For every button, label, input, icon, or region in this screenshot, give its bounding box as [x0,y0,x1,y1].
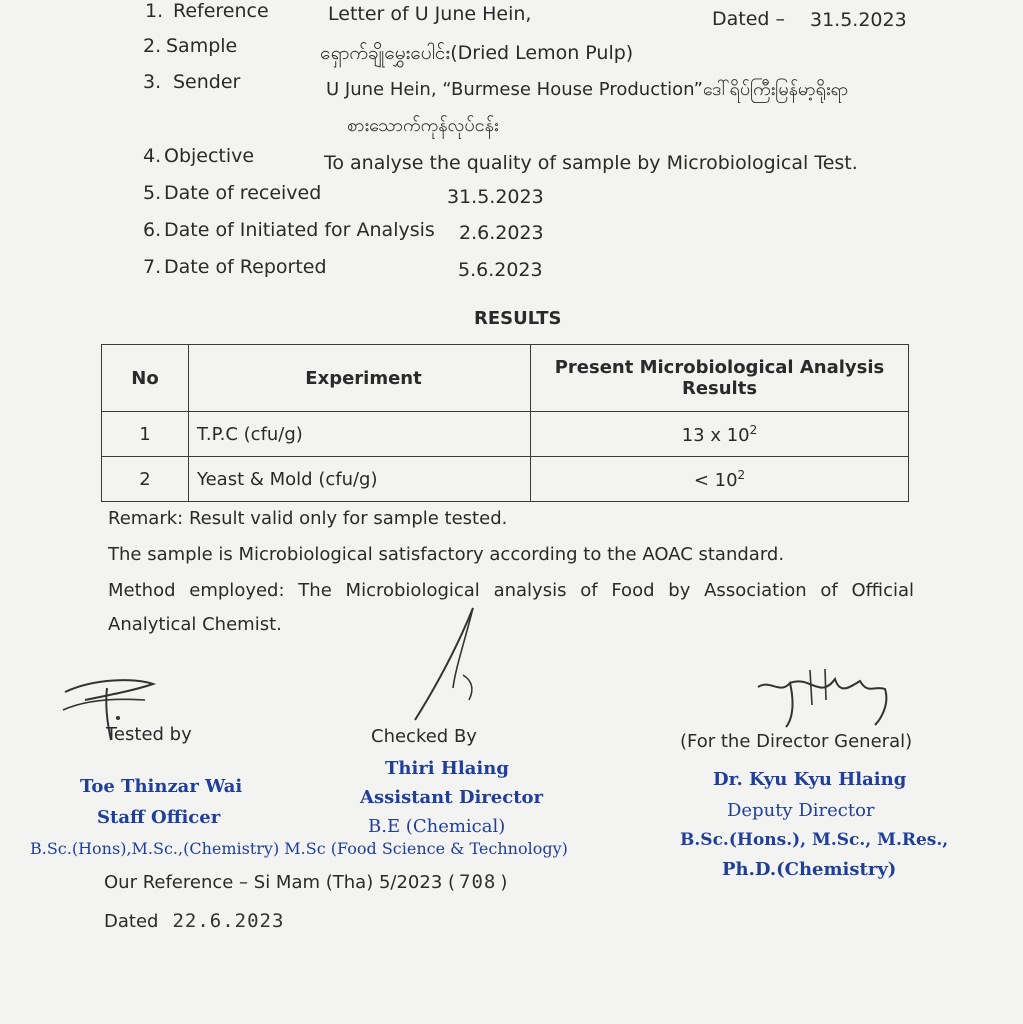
item-value-objective: To analyse the quality of sample by Microbiological Test. [324,152,858,174]
item-num: 3. [143,71,162,93]
director-general-label: (For the Director General) [680,731,913,752]
checked-name: Thiri Hlaing [385,758,509,779]
signature-director [750,665,900,735]
director-quals: B.Sc.(Hons.), M.Sc., M.Res., [680,830,949,850]
item-num: 6. [143,219,162,241]
director-phd: Ph.D.(Chemistry) [722,859,897,880]
result-exponent: 2 [737,467,746,482]
method-text-line2: Analytical Chemist. [108,614,282,635]
our-reference [104,871,507,893]
item-label-reported: Date of Reported [164,256,327,278]
item-value-reference: Letter of U June Hein, [328,3,532,25]
item-value-sender: U June Hein, “Burmese House Production”ဒေါ်ရိပ်ကြီးမြန်မာ့ရိုးရာ [326,79,849,100]
table-header-row [102,345,909,412]
cell-experiment: T.P.C (cfu/g) [189,412,531,457]
checked-title: Assistant Director [360,787,543,808]
method-text-line1: Method employed: The Microbiological analysis of Food by Association of Official [108,580,914,601]
item-label-initiated: Date of Initiated for Analysis [164,219,435,241]
signature-checked [405,600,495,725]
item-label-sender: Sender [173,71,241,93]
item-label-received: Date of received [164,182,322,204]
footer-dated-value: 22.6.2023 [172,910,285,932]
results-table [101,344,909,502]
item-value-reported: 5.6.2023 [458,259,543,281]
satisfactory-text: The sample is Microbiological satisfactory according to the AOAC standard. [108,544,785,565]
item-value-sender-line2: စားသောက်ကုန်လုပ်ငန်း [347,115,499,136]
item-num: 2. [143,35,162,57]
item-num: 4. [143,145,162,167]
checked-by-label: Checked By [371,726,477,747]
tested-title: Staff Officer [97,807,221,828]
item-num: 5. [143,182,162,204]
cell-experiment: Yeast & Mold (cfu/g) [189,457,531,502]
remark-text: Remark: Result valid only for sample tested. [108,508,508,529]
cell-no: 2 [102,457,189,502]
result-exponent: 2 [749,422,758,437]
item-label-sample: Sample [166,35,238,57]
tested-by-label: Tested by [106,724,192,745]
item-value-received: 31.5.2023 [447,186,544,208]
result-base: < 10 [693,469,738,491]
director-name: Dr. Kyu Kyu Hlaing [713,769,907,790]
item-num: 7. [143,256,162,278]
footer-dated-label: Dated [104,911,159,932]
dated-label: Dated – [712,8,786,30]
table-row [102,412,909,457]
item-label-objective: Objective [164,145,255,167]
director-title: Deputy Director [727,800,875,821]
item-label-reference: Reference [173,0,269,22]
reference-suffix: ) [500,872,508,893]
header-no: No [102,345,189,412]
reference-prefix: Our Reference – Si Mam (Tha) 5/2023 ( [104,872,456,893]
header-experiment: Experiment [189,345,531,412]
item-num: 1. [145,0,164,22]
header-results: Present Microbiological Analysis Results [531,345,909,412]
cell-result [531,412,909,457]
item-value-initiated: 2.6.2023 [459,222,544,244]
reference-number: 708 [459,871,497,893]
result-base: 13 x 10 [681,424,750,446]
cell-result [531,457,909,502]
cell-no: 1 [102,412,189,457]
dated-value: 31.5.2023 [810,9,907,31]
results-title: RESULTS [474,308,562,329]
checked-quals: B.E (Chemical) [368,816,506,837]
tested-quals: B.Sc.(Hons),M.Sc.,(Chemistry) M.Sc (Food Science & Technology) [30,839,568,858]
item-value-sample: ရှောက်ချိုမွှေးပေါင်း(Dried Lemon Pulp) [320,42,634,64]
tested-name: Toe Thinzar Wai [80,776,243,797]
footer-dated [104,910,284,932]
table-row [102,457,909,502]
